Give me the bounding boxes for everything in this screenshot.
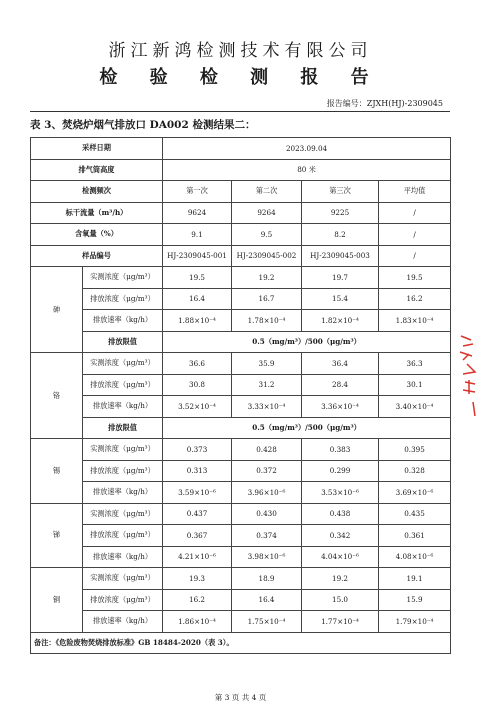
table-row (31, 525, 451, 547)
row-label: 实测浓度（μg/m³） (83, 439, 163, 461)
table-row (31, 439, 451, 461)
data-cell: 35.9 (232, 353, 302, 375)
data-cell: 0.435 (379, 503, 451, 525)
row-label: 实测浓度（μg/m³） (83, 353, 163, 375)
table-row (31, 417, 451, 439)
data-cell: / (379, 224, 451, 246)
row-label: 排放浓度（μg/m³） (83, 589, 163, 611)
table-row (31, 181, 451, 203)
data-cell: 30.1 (379, 374, 451, 396)
row-label: 排放速率（kg/h） (83, 611, 163, 633)
row-label: 排放浓度（μg/m³） (83, 460, 163, 482)
table-title: 表 3、焚烧炉烟气排放口 DA002 检测结果二： (30, 119, 256, 131)
column-header: 平均值 (379, 181, 451, 203)
row-value: 2023.09.04 (163, 138, 451, 160)
data-cell: 19.5 (379, 267, 451, 289)
row-label: 样品编号 (31, 245, 163, 267)
row-label: 含氧量（%） (31, 224, 163, 246)
data-cell: 4.04×10⁻⁶ (302, 546, 379, 568)
limit-value: 0.5（mg/m³）/500（μg/m³） (163, 331, 451, 353)
data-cell: 1.88×10⁻⁴ (163, 310, 232, 332)
data-cell: 16.7 (232, 288, 302, 310)
data-cell: 15.9 (379, 589, 451, 611)
limit-value: 0.5（mg/m³）/500（μg/m³） (163, 417, 451, 439)
data-cell: 0.438 (302, 503, 379, 525)
data-cell: HJ-2309045-002 (232, 245, 302, 267)
data-cell: 19.7 (302, 267, 379, 289)
pollutant-name: 砷 (31, 267, 83, 353)
data-cell: 0.383 (302, 439, 379, 461)
row-label: 排放速率（kg/h） (83, 310, 163, 332)
data-cell: 19.2 (302, 568, 379, 590)
table-row (31, 482, 451, 504)
company-name: 浙江新鸿检测技术有限公司 (108, 41, 373, 61)
data-cell: 19.3 (163, 568, 232, 590)
data-cell: 9624 (163, 202, 232, 224)
table-row (31, 245, 451, 267)
table-row (31, 546, 451, 568)
data-cell: 3.40×10⁻⁴ (379, 396, 451, 418)
data-cell: 0.372 (232, 460, 302, 482)
data-cell: 19.5 (163, 267, 232, 289)
data-cell: 3.59×10⁻⁶ (163, 482, 232, 504)
column-header: 第二次 (232, 181, 302, 203)
document-title: 检 验 检 测 报 告 (99, 67, 382, 88)
row-label: 实测浓度（μg/m³） (83, 267, 163, 289)
data-cell: 1.83×10⁻⁴ (379, 310, 451, 332)
data-cell: 4.21×10⁻⁶ (163, 546, 232, 568)
column-header: 第一次 (163, 181, 232, 203)
data-cell: 0.395 (379, 439, 451, 461)
row-label: 排放浓度（μg/m³） (83, 288, 163, 310)
row-label: 排放速率（kg/h） (83, 482, 163, 504)
table-row (31, 396, 451, 418)
report-number: 报告编号：ZJXH(HJ)-2309045 (326, 99, 443, 108)
data-cell: 0.361 (379, 525, 451, 547)
data-cell: 3.96×10⁻⁶ (232, 482, 302, 504)
data-cell: 1.78×10⁻⁴ (232, 310, 302, 332)
table-row (31, 568, 451, 590)
data-cell: 1.82×10⁻⁴ (302, 310, 379, 332)
data-cell: / (379, 245, 451, 267)
table-row (31, 353, 451, 375)
data-cell: HJ-2309045-001 (163, 245, 232, 267)
data-cell: 3.52×10⁻⁴ (163, 396, 232, 418)
data-cell: 0.313 (163, 460, 232, 482)
row-label: 实测浓度（μg/m³） (83, 568, 163, 590)
data-cell: 0.328 (379, 460, 451, 482)
table-row (31, 611, 451, 633)
table-row (31, 267, 451, 289)
data-cell: 3.33×10⁻⁴ (232, 396, 302, 418)
row-label: 标干流量（m³/h） (31, 202, 163, 224)
data-cell: 36.3 (379, 353, 451, 375)
data-cell: 1.79×10⁻⁴ (379, 611, 451, 633)
table-row (31, 632, 451, 654)
data-cell: 3.53×10⁻⁶ (302, 482, 379, 504)
data-cell: 4.08×10⁻⁶ (379, 546, 451, 568)
data-cell: 0.342 (302, 525, 379, 547)
table-row (31, 310, 451, 332)
data-cell: 1.86×10⁻⁴ (163, 611, 232, 633)
limit-label: 排放限值 (83, 331, 163, 353)
results-table (30, 137, 451, 654)
row-label: 排放速率（kg/h） (83, 396, 163, 418)
data-cell: 16.4 (232, 589, 302, 611)
data-cell: 9.1 (163, 224, 232, 246)
data-cell: 36.4 (302, 353, 379, 375)
table-note: 备注：《危险废物焚烧排放标准》GB 18484-2020（表 3）。 (31, 632, 451, 654)
data-cell: 3.98×10⁻⁶ (232, 546, 302, 568)
data-cell: 19.1 (379, 568, 451, 590)
table-row (31, 159, 451, 181)
table-row (31, 138, 451, 160)
data-cell: 8.2 (302, 224, 379, 246)
data-cell: 0.374 (232, 525, 302, 547)
limit-label: 排放限值 (83, 417, 163, 439)
data-cell: 0.430 (232, 503, 302, 525)
data-cell: 1.77×10⁻⁴ (302, 611, 379, 633)
table-row (31, 288, 451, 310)
results-table-body (31, 138, 451, 654)
table-row (31, 331, 451, 353)
data-cell: 31.2 (232, 374, 302, 396)
data-cell: 0.373 (163, 439, 232, 461)
table-row (31, 224, 451, 246)
row-label: 排放浓度（μg/m³） (83, 374, 163, 396)
pollutant-name: 锡 (31, 439, 83, 504)
row-label: 实测浓度（μg/m³） (83, 503, 163, 525)
data-cell: 15.0 (302, 589, 379, 611)
data-cell: 16.4 (163, 288, 232, 310)
table-row (31, 503, 451, 525)
data-cell: HJ-2309045-003 (302, 245, 379, 267)
data-cell: 3.36×10⁻⁴ (302, 396, 379, 418)
data-cell: 9225 (302, 202, 379, 224)
page-footer: 第 3 页 共 4 页 (214, 693, 267, 702)
data-cell: 16.2 (379, 288, 451, 310)
table-row (31, 460, 451, 482)
pollutant-name: 铜 (31, 568, 83, 633)
column-header: 第三次 (302, 181, 379, 203)
data-cell: 30.8 (163, 374, 232, 396)
header-rule (30, 111, 450, 112)
table-row (31, 589, 451, 611)
data-cell: 1.75×10⁻⁴ (232, 611, 302, 633)
data-cell: 15.4 (302, 288, 379, 310)
row-value: 80 米 (163, 159, 451, 181)
row-label: 排气筒高度 (31, 159, 163, 181)
data-cell: 28.4 (302, 374, 379, 396)
pollutant-name: 铬 (31, 353, 83, 439)
red-stamp-mark (455, 330, 481, 420)
data-cell: 0.437 (163, 503, 232, 525)
column-header-label: 检测频次 (31, 181, 163, 203)
data-cell: 19.2 (232, 267, 302, 289)
data-cell: / (379, 202, 451, 224)
row-label: 排放速率（kg/h） (83, 546, 163, 568)
data-cell: 3.69×10⁻⁶ (379, 482, 451, 504)
data-cell: 0.299 (302, 460, 379, 482)
data-cell: 0.428 (232, 439, 302, 461)
row-label: 排放浓度（μg/m³） (83, 525, 163, 547)
data-cell: 9.5 (232, 224, 302, 246)
data-cell: 18.9 (232, 568, 302, 590)
data-cell: 9264 (232, 202, 302, 224)
row-label: 采样日期 (31, 138, 163, 160)
data-cell: 36.6 (163, 353, 232, 375)
data-cell: 0.367 (163, 525, 232, 547)
data-cell: 16.2 (163, 589, 232, 611)
table-row (31, 202, 451, 224)
pollutant-name: 锑 (31, 503, 83, 568)
table-row (31, 374, 451, 396)
